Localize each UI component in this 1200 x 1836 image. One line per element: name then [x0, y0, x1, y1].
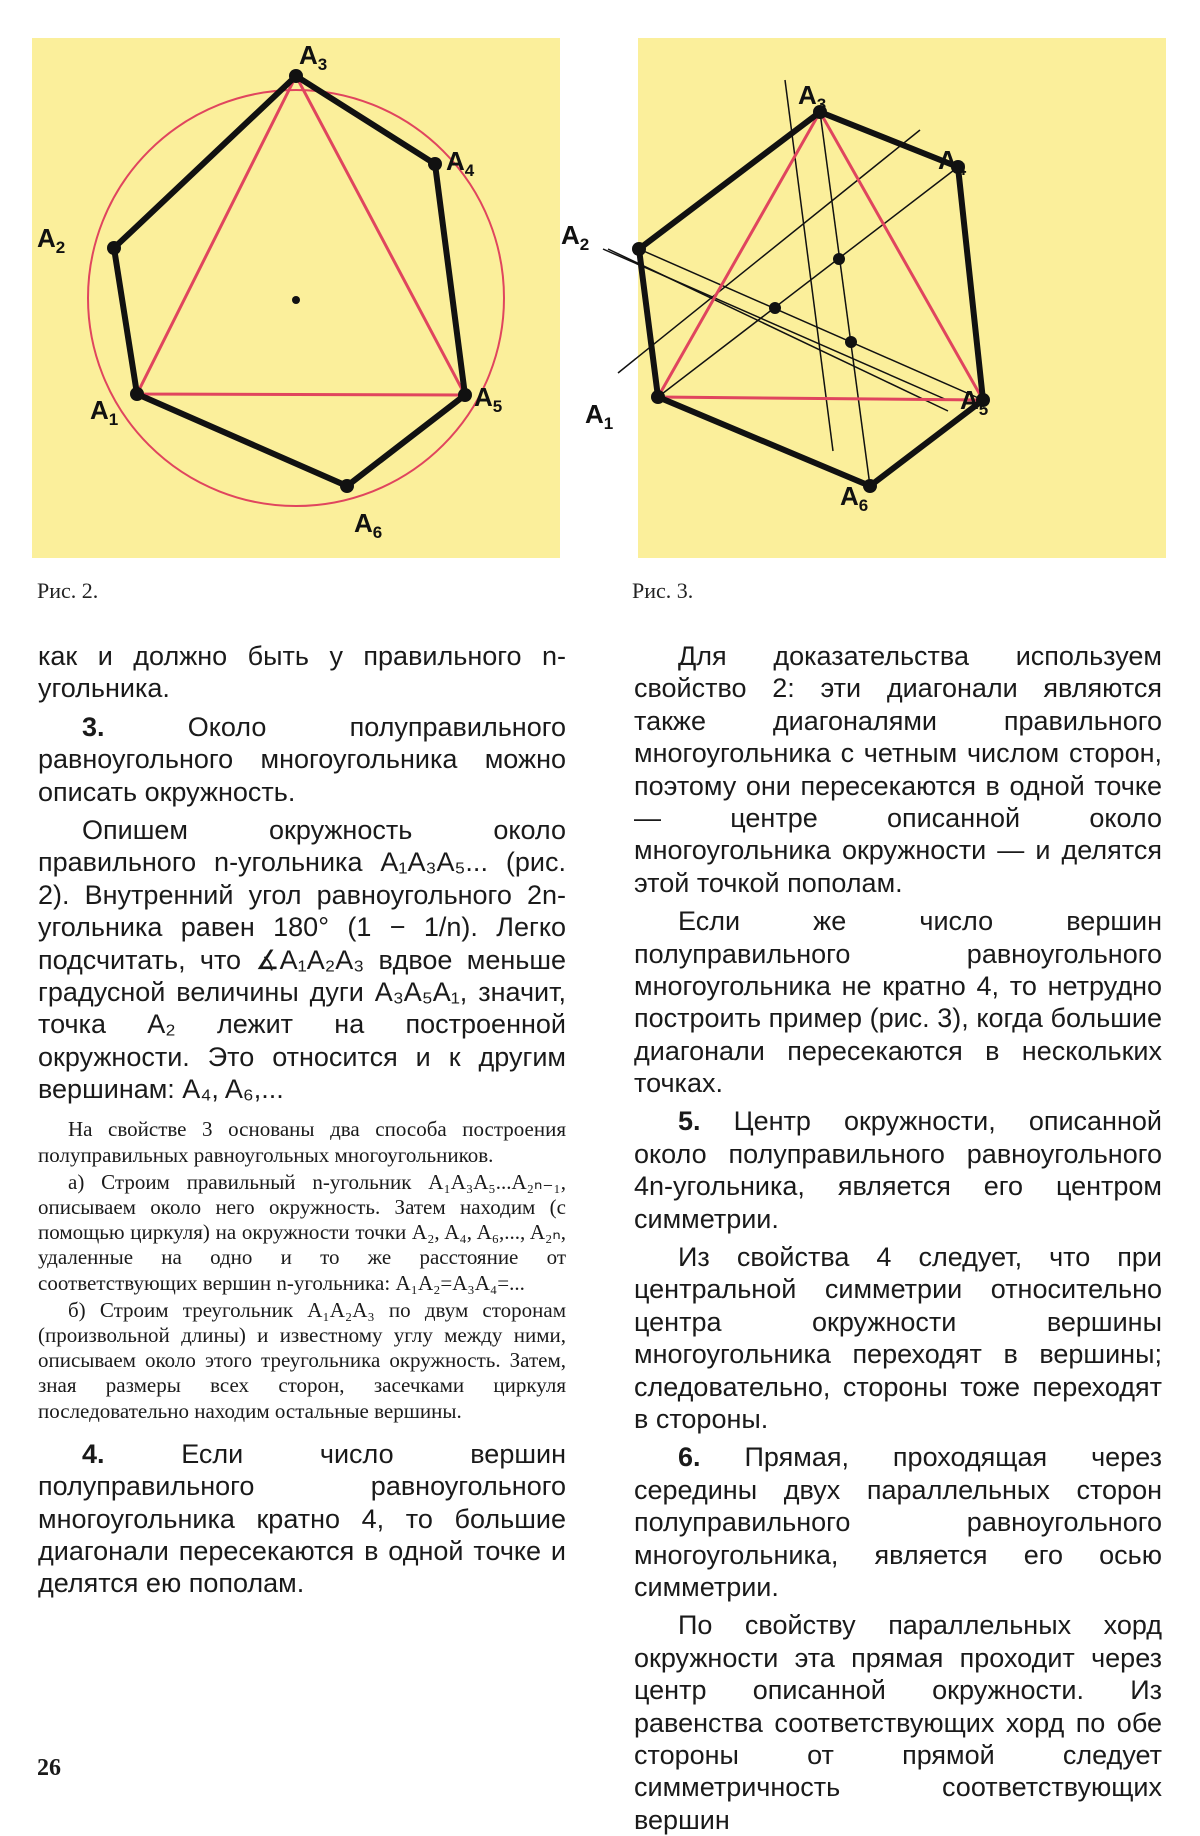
- left-column: [38, 640, 566, 1600]
- diagonal-a1a4: [618, 130, 920, 373]
- property-5-number: 5.: [678, 1106, 701, 1137]
- property-4: [38, 1438, 566, 1600]
- property-4-counterexample: Если же число вершин полуправильного равноугольного многоугольника не кратно 4, то нетрудно построить пример (рис. 3), когда большие диагонали пересекаются в нескольких точках.: [634, 906, 1162, 1099]
- property-3-number: 3.: [82, 711, 105, 742]
- property-4-text: Если число вершин полуправильного равноугольного многоугольника кратно 4, то большие диагонали пересекаются в одной точке и делятся ею пополам.: [38, 1438, 566, 1599]
- figure-3-caption: Рис. 3.: [632, 578, 694, 603]
- property-5: [634, 1105, 1162, 1235]
- right-column: [634, 640, 1162, 1836]
- property-4-number: 4.: [82, 1438, 105, 1469]
- construction-intro: На свойстве 3 основаны два способа построения полуправильных равноугольных многоугольников.: [38, 1117, 566, 1167]
- property-6-proof: По свойству параллельных хорд окружности эта прямая проходит через центр описанной окружности. Из равенства соответствующих хорд по обе стороны от прямой следует симметричность соответствующих вершин: [634, 1610, 1162, 1835]
- label-a6: $A_6$: [354, 508, 383, 542]
- construction-method-b: б) Строим треугольник A₁A₂A₃ по двум сторонам (произвольной длины) и известному углу между ними, описываем около этого треугольника окружность. Затем, зная размеры всех сторон, засечками циркуля последовательно находим остальные вершины.: [38, 1297, 566, 1423]
- figure-3-drawing: [561, 38, 1166, 558]
- figure-2: [32, 38, 560, 558]
- label-a1: $A_1$: [90, 395, 119, 429]
- construction-method-a: а) Строим правильный n-угольник A₁A₃A₅...A₂ₙ₋₁, описываем около него окружность. Затем находим (с помощью циркуля) на окружности точки A₂, A₄, A₆,..., A₂ₙ, удаленные на одно и то же расстояние от соответствующих вершин n-угольника: A₁A₂=A₃A₄=...: [38, 1169, 566, 1295]
- label-a3: $A_3$: [299, 40, 328, 74]
- label-a6: $A_6$: [840, 481, 869, 515]
- label-a1: $A_1$: [585, 399, 614, 433]
- property-6-text: Прямая, проходящая через середины двух параллельных сторон полуправильного равноугольного многоугольника, является его осью симметрии.: [634, 1442, 1162, 1602]
- label-a2: $A_2$: [37, 223, 66, 257]
- triangle-a1a3a5: [137, 76, 465, 395]
- property-6: [634, 1441, 1162, 1603]
- page-number: 26: [37, 1755, 61, 1781]
- center-point: [292, 296, 300, 304]
- hexagon: [114, 76, 465, 486]
- figure-2-drawing: [32, 38, 560, 558]
- property-3: [38, 711, 566, 808]
- property-5-proof: Из свойства 4 следует, что при центральной симметрии относительно центра окружности вершины многоугольника переходят в вершины; следовательно, стороны тоже переходят в стороны.: [634, 1242, 1162, 1434]
- property-5-text: Центр окружности, описанной около полуправильного равноугольного 4n-угольника, является его центром симметрии.: [634, 1106, 1162, 1234]
- hexagon: [639, 112, 983, 486]
- label-a3: $A_3$: [798, 80, 827, 114]
- diagonal-main-a2a5: [639, 249, 983, 400]
- label-a5: $A_5$: [960, 385, 989, 419]
- construction-note: [38, 1117, 566, 1423]
- diagonal-main-a3a6: [820, 112, 870, 486]
- property-6-number: 6.: [678, 1442, 701, 1473]
- label-a5: $A_5$: [474, 382, 503, 416]
- property-3-text: Около полуправильного равноугольного многоугольника можно описать окружность.: [38, 711, 566, 807]
- paragraph-continued: как и должно быть у правильного n-угольника.: [38, 641, 566, 704]
- label-a2: $A_2$: [561, 220, 590, 254]
- property-4-proof: Для доказательства используем свойство 2: эти диагонали являются также диагоналями правильного многоугольника с четным числом сторон, поэтому они пересекаются в одной точке — центре описанной около многоугольника окружности — и делятся этой точкой пополам.: [634, 641, 1162, 898]
- label-a4: $A_4$: [446, 146, 475, 180]
- property-3-proof: Опишем окружность около правильного n-угольника A₁A₃A₅... (рис. 2). Внутренний угол равноугольного 2n-угольника равен 180° (1 − 1/n). Легко подсчитать, что ∡A₁A₂A₃ вдвое меньше градусной величины дуги A₃A₅A₁, значит, точка A₂ лежит на построенной окружности. Это относится и к другим вершинам: A₄, A₆,...: [38, 814, 566, 1105]
- figure-2-caption: Рис. 2.: [37, 578, 99, 603]
- figure-3: [561, 38, 1166, 558]
- label-a4: $A_4$: [938, 145, 967, 179]
